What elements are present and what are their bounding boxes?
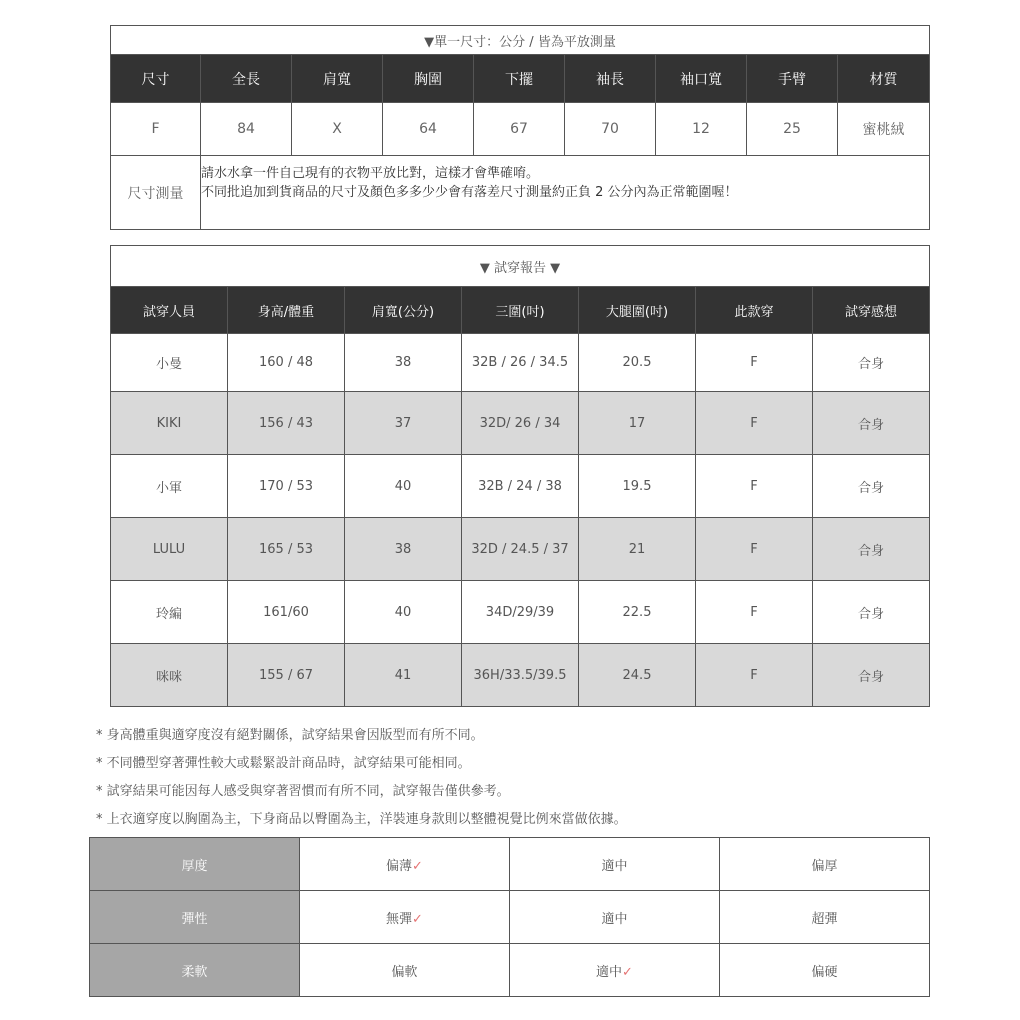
fabric-option: [510, 891, 720, 944]
fabric-option-label: 適中: [596, 964, 623, 980]
report-cell: 170 / 53: [228, 455, 345, 518]
size-header-cell: 手臂: [747, 55, 838, 103]
report-cell: 合身: [813, 581, 930, 644]
report-cell: 40: [345, 455, 462, 518]
report-cell: 37: [345, 392, 462, 455]
report-header-cell: 試穿人員: [111, 287, 228, 334]
report-cell: 22.5: [579, 581, 696, 644]
size-cell: F: [111, 103, 201, 156]
report-cell: 咪咪: [111, 644, 228, 707]
report-cell: 165 / 53: [228, 518, 345, 581]
report-cell: 小軍: [111, 455, 228, 518]
size-note-line: 請水水拿一件自己現有的衣物平放比對，這樣才會準確唷。: [201, 166, 540, 181]
fabric-properties-table: [89, 837, 930, 997]
size-cell: X: [292, 103, 383, 156]
fabric-option-label: 適中: [601, 911, 628, 927]
report-cell: 玲編: [111, 581, 228, 644]
report-header-cell: 大腿圍(吋): [579, 287, 696, 334]
report-cell: 38: [345, 334, 462, 392]
report-row: [111, 581, 930, 644]
size-cell: 12: [656, 103, 747, 156]
report-cell: F: [696, 518, 813, 581]
fabric-option: [300, 838, 510, 891]
report-cell: 40: [345, 581, 462, 644]
fabric-option-label: 偏硬: [811, 964, 838, 980]
fabric-row: [90, 838, 930, 891]
report-cell: 32B / 24 / 38: [462, 455, 579, 518]
fabric-option: [720, 891, 930, 944]
report-cell: 合身: [813, 334, 930, 392]
report-row: [111, 518, 930, 581]
size-row: [111, 103, 930, 156]
size-header-cell: 袖口寬: [656, 55, 747, 103]
try-on-report-table: [110, 245, 930, 707]
fit-note: * 身高體重與適穿度沒有絕對關係，試穿結果會因版型而有所不同。: [96, 728, 484, 743]
report-cell: F: [696, 334, 813, 392]
fabric-option-label: 偏軟: [391, 964, 418, 980]
fabric-option: [300, 944, 510, 997]
fit-note: * 不同體型穿著彈性較大或鬆緊設計商品時，試穿結果可能相同。: [96, 756, 471, 771]
report-cell: 160 / 48: [228, 334, 345, 392]
report-cell: 32B / 26 / 34.5: [462, 334, 579, 392]
report-cell: F: [696, 392, 813, 455]
report-cell: 32D / 24.5 / 37: [462, 518, 579, 581]
report-row: [111, 392, 930, 455]
fit-note: * 上衣適穿度以胸圍為主，下身商品以臀圍為主，洋裝連身款則以整體視覺比例來當做依據。: [96, 812, 627, 827]
fabric-row: [90, 891, 930, 944]
fabric-option-label: 偏薄: [386, 858, 413, 874]
fabric-option: [510, 838, 720, 891]
size-note-label: 尺寸測量: [111, 156, 201, 230]
report-cell: 38: [345, 518, 462, 581]
report-cell: 24.5: [579, 644, 696, 707]
size-cell: 84: [201, 103, 292, 156]
fabric-option-label: 超彈: [811, 911, 838, 927]
fabric-option-label: 適中: [601, 858, 628, 874]
report-cell: 20.5: [579, 334, 696, 392]
report-cell: KIKI: [111, 392, 228, 455]
report-cell: 合身: [813, 644, 930, 707]
fabric-label: 厚度: [90, 838, 300, 891]
fabric-option-label: 偏厚: [811, 858, 838, 874]
size-header-cell: 尺寸: [111, 55, 201, 103]
report-cell: F: [696, 644, 813, 707]
report-cell: F: [696, 581, 813, 644]
fabric-label: 柔軟: [90, 944, 300, 997]
fit-notes: [96, 722, 936, 834]
size-header-cell: 全長: [201, 55, 292, 103]
size-note: [201, 156, 930, 230]
report-cell: 34D/29/39: [462, 581, 579, 644]
report-cell: 合身: [813, 518, 930, 581]
report-cell: 36H/33.5/39.5: [462, 644, 579, 707]
report-cell: 合身: [813, 392, 930, 455]
size-header-cell: 肩寬: [292, 55, 383, 103]
size-cell: 64: [383, 103, 474, 156]
report-cell: F: [696, 455, 813, 518]
fabric-option: [510, 944, 720, 997]
report-cell: 156 / 43: [228, 392, 345, 455]
size-cell: 25: [747, 103, 838, 156]
fabric-option: [720, 944, 930, 997]
report-cell: 161/60: [228, 581, 345, 644]
fabric-row: [90, 944, 930, 997]
check-mark-icon: ✓: [412, 911, 423, 927]
report-cell: 155 / 67: [228, 644, 345, 707]
report-cell: 21: [579, 518, 696, 581]
report-header-cell: 試穿感想: [813, 287, 930, 334]
size-table-caption: ▼單一尺寸：公分 / 皆為平放測量: [111, 26, 930, 55]
check-mark-icon: ✓: [622, 964, 633, 980]
fabric-label: 彈性: [90, 891, 300, 944]
report-header-cell: 肩寬(公分): [345, 287, 462, 334]
size-header-cell: 袖長: [565, 55, 656, 103]
report-header-cell: 三圍(吋): [462, 287, 579, 334]
fit-note: * 試穿結果可能因每人感受與穿著習慣而有所不同，試穿報告僅供參考。: [96, 784, 510, 799]
size-header-cell: 胸圍: [383, 55, 474, 103]
report-caption: ▼ 試穿報告 ▼: [111, 246, 930, 287]
fabric-option: [720, 838, 930, 891]
size-table: [110, 25, 930, 230]
size-header-cell: 下擺: [474, 55, 565, 103]
report-cell: LULU: [111, 518, 228, 581]
report-row: [111, 455, 930, 518]
report-cell: 19.5: [579, 455, 696, 518]
report-cell: 17: [579, 392, 696, 455]
report-cell: 合身: [813, 455, 930, 518]
report-row: [111, 644, 930, 707]
size-header-cell: 材質: [838, 55, 930, 103]
report-header-cell: 此款穿: [696, 287, 813, 334]
report-cell: 41: [345, 644, 462, 707]
fabric-option-label: 無彈: [386, 911, 413, 927]
report-cell: 小曼: [111, 334, 228, 392]
size-cell: 蜜桃絨: [838, 103, 930, 156]
size-note-line: 不同批追加到貨商品的尺寸及顏色多多少少會有落差尺寸測量約正負 2 公分內為正常範圍喔！: [201, 185, 738, 200]
report-cell: 32D/ 26 / 34: [462, 392, 579, 455]
check-mark-icon: ✓: [412, 858, 423, 874]
size-cell: 67: [474, 103, 565, 156]
size-cell: 70: [565, 103, 656, 156]
report-row: [111, 334, 930, 392]
report-header-cell: 身高/體重: [228, 287, 345, 334]
fabric-option: [300, 891, 510, 944]
